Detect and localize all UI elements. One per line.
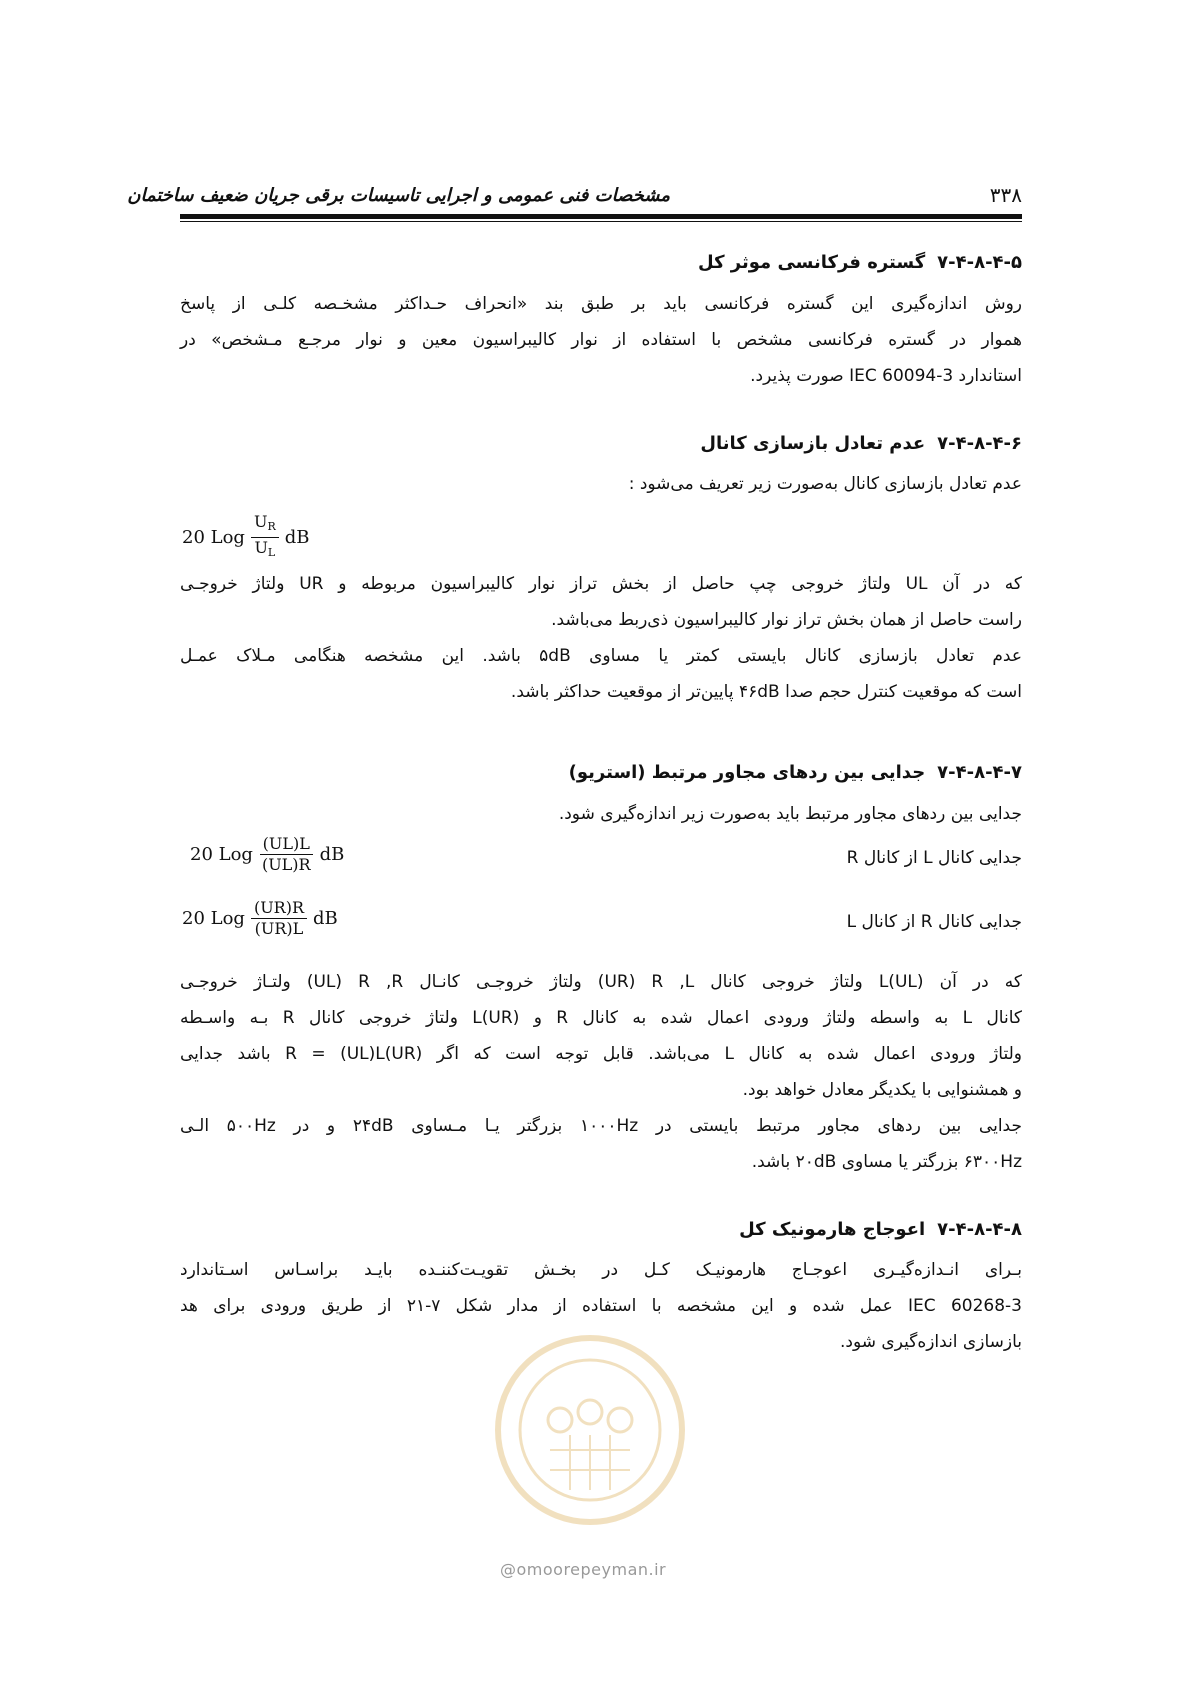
section-number: ۷-۴-۸-۴-۵ <box>937 252 1022 273</box>
formula-suffix: dB <box>319 844 345 865</box>
formula-separation-rl <box>182 898 338 939</box>
section-paragraph <box>180 286 1022 394</box>
formula-label: جدایی کانال R از کانال L <box>846 912 1022 932</box>
section-heading <box>739 1219 1022 1240</box>
formula-suffix: dB <box>313 908 338 929</box>
paragraph-line: که در آن UL ولتاژ خروجی چپ حاصل از بخش تراز نوار کالیبراسیون مربوطه و UR ولتاژ خروجـی <box>180 574 1023 594</box>
running-header-title: مشخصات فنی عمومی و اجرایی تاسیسات برقی جریان ضعیف ساختمان <box>127 185 670 206</box>
formula-prefix: 20 Log <box>190 844 253 865</box>
fraction-denominator: $U_L$ <box>254 538 276 559</box>
watermark-logo <box>490 1330 690 1530</box>
formula-fraction <box>251 512 279 563</box>
formula-suffix: dB <box>284 527 310 548</box>
header-rule-thin <box>180 221 1022 222</box>
paragraph-line: هموار در گستره فرکانسی مشخص با استفاده از نوار کالیبراسیون معین و نوار مرجـع مـشخص» در <box>180 330 1022 350</box>
paragraph-line: ۶۳۰۰Hz بزرگتر یا مساوی ۲۰dB باشد. <box>751 1152 1022 1172</box>
formula-fraction <box>259 834 314 875</box>
page-number: ۳۳۸ <box>989 183 1022 207</box>
fraction-numerator: (UL)L <box>260 834 313 855</box>
paragraph-line: ولتاژ ورودی اعمال شده به کانال L می‌باشد. قابل توجه است که اگر (UR)R = (UL)L باشد جدایی <box>180 1044 1022 1064</box>
paragraph-line: است که موقعیت کنترل حجم صدا ۴۶dB پایین‌تر از موقعیت حداکثر باشد. <box>510 682 1022 702</box>
paragraph-line: که در آن (UL)L ولتاژ خروجی کانال UR) R ,L) ولتاژ خروجـی کانـال UL) R ,R) ولتـاژ خروجـی <box>180 972 1022 992</box>
header-rule-thick <box>180 214 1022 219</box>
paragraph-line: راست حاصل از همان بخش تراز نوار کالیبراسیون ذی‌ربط می‌باشد. <box>551 610 1022 630</box>
section-title: عدم تعادل بازسازی کانال <box>700 433 926 454</box>
section-intro <box>180 466 1022 502</box>
paragraph-line: روش اندازه‌گیری این گستره فرکانسی باید بر طبق بند «انحراف حـداکثر مشخـصه کلـی از پاسخ <box>180 294 1022 314</box>
section-number: ۷-۴-۸-۴-۷ <box>937 762 1022 783</box>
paragraph-line: بازسازی اندازه‌گیری شود. <box>840 1332 1022 1352</box>
formula-prefix: 20 Log <box>182 527 245 548</box>
section-heading <box>698 252 1022 273</box>
fraction-numerator: $U_R$ <box>251 512 279 538</box>
paragraph-line: کانال L به واسطه ولتاژ ورودی اعمال شده به کانال R و (UR)L ولتاژ خروجی کانال R بـه واسـطه <box>180 1008 1022 1028</box>
intro-line: جدایی بین ردهای مجاور مرتبط باید به‌صورت زیر اندازه‌گیری شود. <box>558 804 1022 824</box>
section-paragraph <box>180 566 1022 710</box>
section-title: گستره فرکانسی موثر کل <box>698 252 926 273</box>
intro-line: عدم تعادل بازسازی کانال به‌صورت زیر تعریف می‌شود : <box>628 474 1022 494</box>
section-paragraph <box>180 964 1022 1180</box>
formula-label: جدایی کانال L از کانال R <box>846 848 1022 868</box>
watermark-text: @omoorepeyman.ir <box>500 1560 667 1579</box>
paragraph-line: جدایی بین ردهای مجاور مرتبط بایستی در ۱۰۰۰Hz بزرگتر یـا مـساوی ۲۴dB و در ۵۰۰Hz الـی <box>180 1116 1022 1136</box>
formula-fraction <box>251 898 307 939</box>
section-number: ۷-۴-۸-۴-۶ <box>937 433 1022 454</box>
section-heading <box>569 762 1022 783</box>
fraction-denominator: (UL)R <box>261 855 311 874</box>
paragraph-line: IEC 60268-3 عمل شده و این مشخصه با استفاده از مدار شکل ۷-۲۱ از طریق ورودی برای هد <box>180 1296 1022 1316</box>
paragraph-line: عدم تعادل بازسازی کانال بایستی کمتر یا مساوی ۵dB باشد. این مشخصه هنگامی مـلاک عمـل <box>180 646 1022 666</box>
paragraph-line: و همشنوایی با یکدیگر معادل خواهد بود. <box>742 1080 1022 1100</box>
section-heading <box>700 433 1022 454</box>
section-title: جدایی بین ردهای مجاور مرتبط (استریو) <box>568 762 926 783</box>
formula-balance <box>182 512 309 563</box>
section-intro <box>180 796 1022 832</box>
fraction-numerator: (UR)R <box>251 898 307 919</box>
paragraph-line: استاندارد IEC 60094-3 صورت پذیرد. <box>750 366 1022 386</box>
section-number: ۷-۴-۸-۴-۸ <box>937 1219 1022 1240</box>
section-title: اعوجاج هارمونیک کل <box>739 1219 926 1240</box>
formula-separation-lr <box>190 834 344 875</box>
fraction-denominator: (UR)L <box>254 919 304 938</box>
paragraph-line: بـرای انـدازه‌گیـری اعوجـاج هارمونیـک کـل در بخـش تقویـت‌کننـده بایـد براسـاس اسـتاندارد <box>180 1260 1022 1280</box>
formula-prefix: 20 Log <box>182 908 245 929</box>
